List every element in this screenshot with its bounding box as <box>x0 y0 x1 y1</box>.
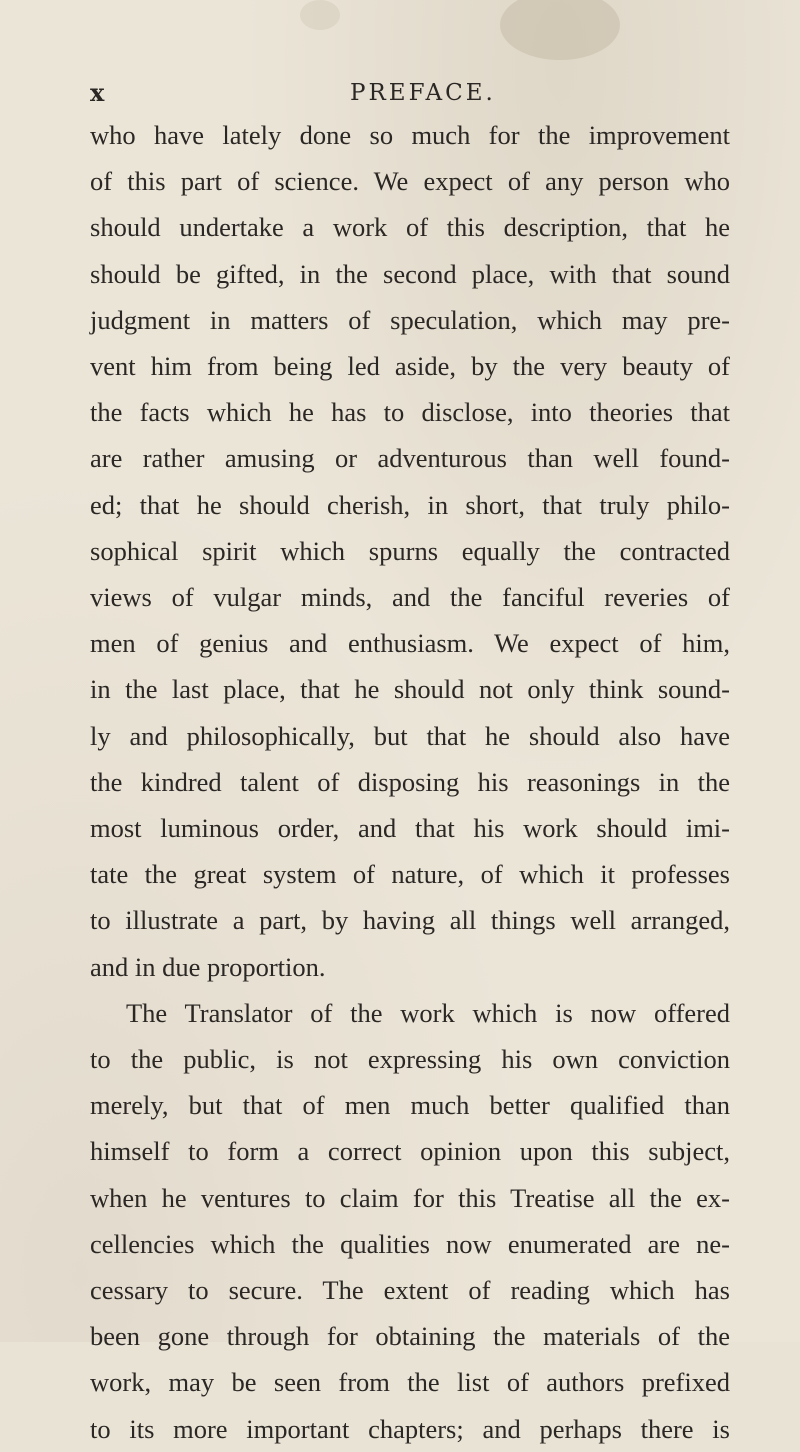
text-line: in the last place, that he should not only think sound- <box>90 674 730 705</box>
text-line: vent him from being led aside, by the very beauty of <box>90 351 730 382</box>
text-line: to the public, is not expressing his own conviction <box>90 1044 730 1075</box>
running-head: PREFACE. <box>350 80 496 106</box>
text-line: sophical spirit which spurns equally the contracted <box>90 535 730 566</box>
text-line: and in due proportion. <box>90 951 326 982</box>
paper-stain <box>300 0 340 30</box>
text-line: when he ventures to claim for this Treatise all the ex- <box>90 1182 730 1213</box>
text-line: who have lately done so much for the improvement <box>90 120 730 150</box>
text-line: ly and philosophically, but that he should also have <box>90 720 730 751</box>
text-line: should be gifted, in the second place, with that sound <box>90 258 730 289</box>
text-line: tate the great system of nature, of which it professes <box>90 859 730 890</box>
text-line: work, may be seen from the list of authors prefixed <box>90 1367 730 1398</box>
text-line: men of genius and enthusiasm. We expect of him, <box>90 628 730 659</box>
paper-stain <box>500 0 620 60</box>
text-line: The Translator of the work which is now offered <box>126 997 730 1028</box>
page-header <box>90 78 730 112</box>
body-text <box>90 112 730 1452</box>
page-number: x <box>90 78 106 107</box>
text-line: the kindred talent of disposing his reasonings in the <box>90 766 730 797</box>
text-line: to illustrate a part, by having all things well arranged, <box>90 905 730 936</box>
text-line: cessary to secure. The extent of reading which has <box>90 1275 730 1306</box>
text-line: ed; that he should cherish, in short, that truly philo- <box>90 489 730 520</box>
text-line: the facts which he has to disclose, into theories that <box>90 397 730 428</box>
text-line: to its more important chapters; and perhaps there is <box>90 1413 730 1444</box>
text-line: most luminous order, and that his work should imi- <box>90 813 730 844</box>
text-line: are rather amusing or adventurous than well found- <box>90 443 730 474</box>
text-line: judgment in matters of speculation, which may pre- <box>90 304 730 335</box>
text-line: views of vulgar minds, and the fanciful reveries of <box>90 582 730 613</box>
text-line: merely, but that of men much better qualified than <box>90 1090 730 1121</box>
text-line: of this part of science. We expect of any person who <box>90 166 730 197</box>
text-line: himself to form a correct opinion upon this subject, <box>90 1136 730 1167</box>
text-line: been gone through for obtaining the materials of the <box>90 1321 730 1352</box>
text-line: should undertake a work of this description, that he <box>90 212 730 243</box>
text-line: cellencies which the qualities now enumerated are ne- <box>90 1228 730 1259</box>
